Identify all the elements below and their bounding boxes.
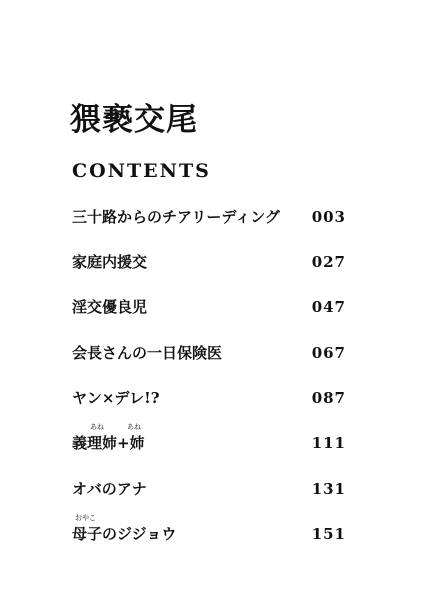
book-title: 猥褻交尾 bbox=[70, 102, 198, 138]
toc-entry-page: 131 bbox=[311, 480, 346, 498]
toc-entry-title: 三十路からのチアリーディング bbox=[72, 208, 280, 226]
toc-entry-title: 家庭内援交 bbox=[72, 253, 148, 271]
toc-entry-title: ヤン×デレ!? bbox=[72, 389, 160, 407]
toc-entry[interactable] bbox=[72, 333, 346, 363]
toc-entry[interactable] bbox=[72, 242, 346, 272]
toc-entry-page: 027 bbox=[311, 253, 346, 271]
toc-entry-title: オバのアナ bbox=[72, 480, 147, 498]
toc-entry[interactable] bbox=[72, 197, 346, 227]
toc-entry[interactable] bbox=[72, 514, 346, 544]
toc-entry-ruby: あね bbox=[127, 423, 141, 431]
toc-entry[interactable] bbox=[72, 378, 346, 408]
toc-entry-title: 会長さんの一日保険医 bbox=[72, 344, 223, 362]
toc-entry-page: 111 bbox=[311, 434, 346, 452]
toc-entry-page: 003 bbox=[311, 208, 346, 226]
toc-entry-title: 淫交優良児 bbox=[72, 298, 148, 316]
toc-entry-title: 義理姉+姉 bbox=[72, 434, 145, 452]
contents-heading: CONTENTS bbox=[72, 160, 211, 182]
toc-entry[interactable] bbox=[72, 423, 346, 453]
toc-entry[interactable] bbox=[72, 469, 346, 499]
toc-entry-page: 151 bbox=[311, 525, 346, 543]
toc-entry[interactable] bbox=[72, 287, 346, 317]
toc-entry-page: 047 bbox=[311, 298, 346, 316]
toc-entry-ruby: あね bbox=[90, 423, 104, 431]
toc-entry-title: 母子のジジョウ bbox=[72, 525, 177, 543]
toc-entry-page: 087 bbox=[311, 389, 346, 407]
toc-entry-ruby: おやこ bbox=[75, 514, 96, 522]
toc-entry-page: 067 bbox=[311, 344, 346, 362]
